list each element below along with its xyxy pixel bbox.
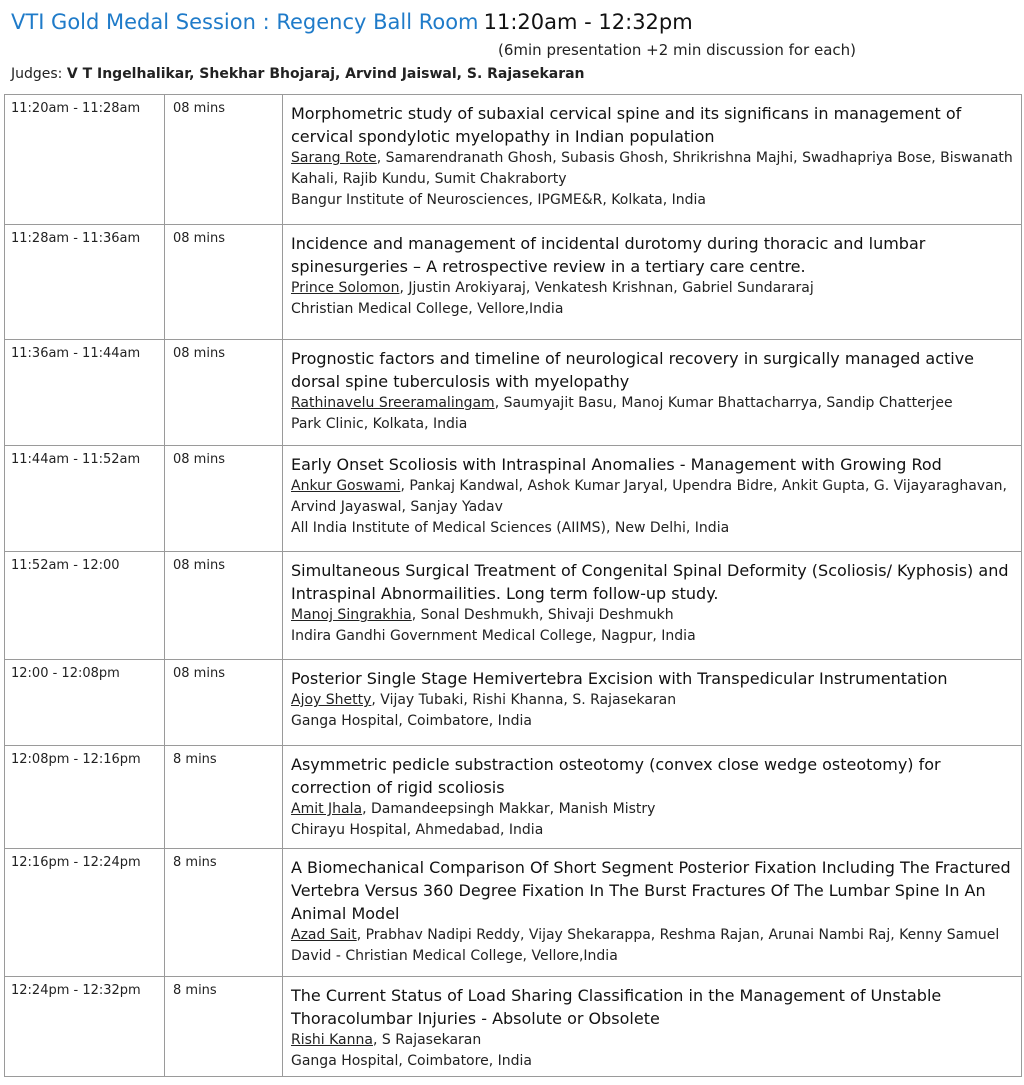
talk-authors bbox=[291, 1030, 1017, 1051]
talk-cell bbox=[283, 746, 1022, 849]
table-row bbox=[5, 446, 1022, 552]
talk-title: Simultaneous Surgical Treatment of Congenital Spinal Deformity (Scoliosis/ Kyphosis) and Intraspinal Abnormailities. Long term follow-up study. bbox=[291, 561, 1009, 603]
talk-authors bbox=[291, 148, 1017, 190]
coauthors: , Samarendranath Ghosh, Subasis Ghosh, Shrikrishna Majhi, Swadhapriya Bose, Biswanath Kahali, Rajib Kundu, Sumit Chakraborty bbox=[291, 150, 1013, 187]
coauthors: , Vijay Tubaki, Rishi Khanna, S. Rajasekaran bbox=[371, 692, 677, 708]
presenter-name: Amit Jhala bbox=[291, 801, 363, 817]
session-title-line bbox=[11, 10, 693, 34]
table-row bbox=[5, 977, 1022, 1077]
talk-institution: Indira Gandhi Government Medical College, Nagpur, India bbox=[291, 628, 696, 644]
table-row bbox=[5, 746, 1022, 849]
slot-duration: 08 mins bbox=[165, 340, 283, 446]
coauthors: , S Rajasekaran bbox=[372, 1032, 482, 1048]
talk-cell bbox=[283, 660, 1022, 746]
slot-time: 11:44am - 11:52am bbox=[5, 446, 165, 552]
table-row bbox=[5, 95, 1022, 225]
talk-title: Early Onset Scoliosis with Intraspinal Anomalies - Management with Growing Rod bbox=[291, 455, 942, 474]
table-row bbox=[5, 660, 1022, 746]
talk-institution: Ganga Hospital, Coimbatore, India bbox=[291, 1053, 532, 1069]
talk-title: Prognostic factors and timeline of neurological recovery in surgically managed active dorsal spine tuberculosis with myelopathy bbox=[291, 349, 975, 391]
talk-cell bbox=[283, 446, 1022, 552]
coauthors: , Prabhav Nadipi Reddy, Vijay Shekarappa, Reshma Rajan, Arunai Nambi Raj, Kenny Samuel David - Christian Medical College, Vellore,India bbox=[291, 927, 1000, 964]
slot-duration: 8 mins bbox=[165, 746, 283, 849]
talk-authors bbox=[291, 605, 1017, 626]
session-time: 11:20am - 12:32pm bbox=[483, 10, 693, 34]
table-row bbox=[5, 552, 1022, 660]
talk-authors bbox=[291, 476, 1017, 518]
presenter-name: Rishi Kanna bbox=[291, 1032, 373, 1048]
slot-duration: 08 mins bbox=[165, 552, 283, 660]
coauthors: , Jjustin Arokiyaraj, Venkatesh Krishnan, Gabriel Sundararaj bbox=[399, 280, 814, 296]
slot-time: 12:00 - 12:08pm bbox=[5, 660, 165, 746]
session-header bbox=[0, 0, 1024, 92]
table-row bbox=[5, 340, 1022, 446]
talk-authors bbox=[291, 278, 1017, 299]
slot-time: 11:28am - 11:36am bbox=[5, 225, 165, 340]
judges-names: V T Ingelhalikar, Shekhar Bhojaraj, Arvind Jaiswal, S. Rajasekaran bbox=[66, 66, 585, 82]
slot-time: 11:36am - 11:44am bbox=[5, 340, 165, 446]
session-title: VTI Gold Medal Session : Regency Ball Room bbox=[11, 10, 479, 34]
slot-time: 12:24pm - 12:32pm bbox=[5, 977, 165, 1077]
judges-line bbox=[11, 66, 585, 82]
slot-time: 11:52am - 12:00 bbox=[5, 552, 165, 660]
slot-duration: 08 mins bbox=[165, 446, 283, 552]
talk-title: Incidence and management of incidental durotomy during thoracic and lumbar spinesurgeries – A retrospective review in a tertiary care centre. bbox=[291, 234, 926, 276]
talk-title: A Biomechanical Comparison Of Short Segment Posterior Fixation Including The Fractured Vertebra Versus 360 Degree Fixation In The Burst Fractures Of The Lumbar Spine In An Animal Model bbox=[291, 858, 1011, 923]
talk-institution: Park Clinic, Kolkata, India bbox=[291, 416, 468, 432]
slot-duration: 8 mins bbox=[165, 977, 283, 1077]
talk-institution: Christian Medical College, Vellore,India bbox=[291, 301, 564, 317]
talk-institution: All India Institute of Medical Sciences (AIIMS), New Delhi, India bbox=[291, 520, 730, 536]
judges-label: Judges: bbox=[11, 66, 63, 82]
slot-duration: 08 mins bbox=[165, 95, 283, 225]
coauthors: , Saumyajit Basu, Manoj Kumar Bhattacharrya, Sandip Chatterjee bbox=[494, 395, 953, 411]
talk-title: The Current Status of Load Sharing Classification in the Management of Unstable Thoracolumbar Injuries - Absolute or Obsolete bbox=[291, 986, 942, 1028]
talk-title: Asymmetric pedicle substraction osteotomy (convex close wedge osteotomy) for correction of rigid scoliosis bbox=[291, 755, 941, 797]
talk-authors bbox=[291, 393, 1017, 414]
talk-cell bbox=[283, 849, 1022, 977]
slot-time: 12:16pm - 12:24pm bbox=[5, 849, 165, 977]
presenter-name: Manoj Singrakhia bbox=[291, 607, 412, 623]
talk-cell bbox=[283, 552, 1022, 660]
talk-institution: Ganga Hospital, Coimbatore, India bbox=[291, 713, 532, 729]
table-row bbox=[5, 849, 1022, 977]
coauthors: , Damandeepsingh Makkar, Manish Mistry bbox=[362, 801, 656, 817]
presenter-name: Ajoy Shetty bbox=[291, 692, 372, 708]
talk-authors bbox=[291, 925, 1017, 967]
schedule-body bbox=[5, 95, 1022, 1077]
talk-institution: Chirayu Hospital, Ahmedabad, India bbox=[291, 822, 544, 838]
table-row bbox=[5, 225, 1022, 340]
talk-cell bbox=[283, 95, 1022, 225]
talk-institution: Bangur Institute of Neurosciences, IPGME&R, Kolkata, India bbox=[291, 192, 706, 208]
presenter-name: Azad Sait bbox=[291, 927, 357, 943]
presenter-name: Ankur Goswami bbox=[291, 478, 401, 494]
coauthors: , Pankaj Kandwal, Ashok Kumar Jaryal, Upendra Bidre, Ankit Gupta, G. Vijayaraghavan, Arvind Jayaswal, Sanjay Yadav bbox=[291, 478, 1007, 515]
presenter-name: Rathinavelu Sreeramalingam bbox=[291, 395, 495, 411]
talk-authors bbox=[291, 690, 1017, 711]
presenter-name: Prince Solomon bbox=[291, 280, 400, 296]
presenter-name: Sarang Rote bbox=[291, 150, 377, 166]
talk-cell bbox=[283, 340, 1022, 446]
talk-title: Posterior Single Stage Hemivertebra Excision with Transpedicular Instrumentation bbox=[291, 669, 948, 688]
slot-time: 12:08pm - 12:16pm bbox=[5, 746, 165, 849]
slot-duration: 8 mins bbox=[165, 849, 283, 977]
schedule-table bbox=[4, 94, 1022, 1077]
talk-authors bbox=[291, 799, 1017, 820]
slot-duration: 08 mins bbox=[165, 660, 283, 746]
coauthors: , Sonal Deshmukh, Shivaji Deshmukh bbox=[411, 607, 674, 623]
presentation-format-note: (6min presentation +2 min discussion for each) bbox=[498, 41, 857, 59]
talk-title: Morphometric study of subaxial cervical spine and its significans in management of cervical spondylotic myelopathy in Indian population bbox=[291, 104, 962, 146]
talk-cell bbox=[283, 225, 1022, 340]
talk-cell bbox=[283, 977, 1022, 1077]
slot-duration: 08 mins bbox=[165, 225, 283, 340]
slot-time: 11:20am - 11:28am bbox=[5, 95, 165, 225]
